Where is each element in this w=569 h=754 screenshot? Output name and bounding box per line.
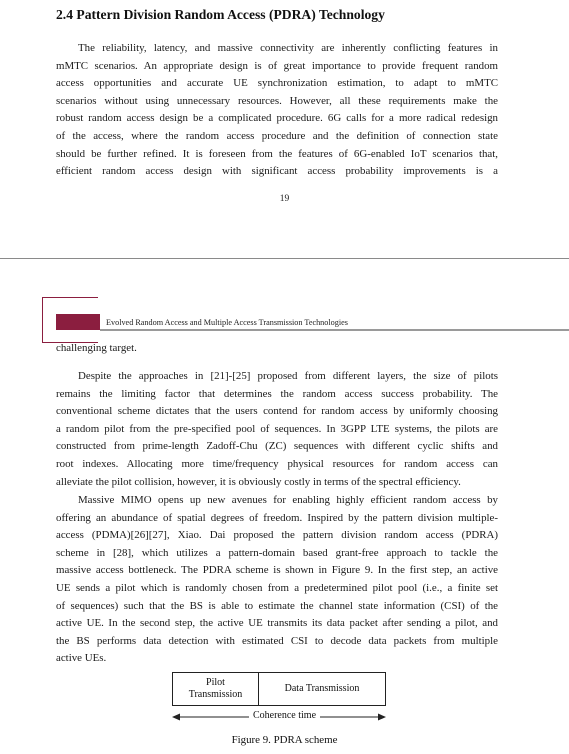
text-line: a random pilot from the pre-specified pool of sequences. In 3GPP LTE systems, the pilots are — [56, 422, 498, 435]
text-line: active UE. In the second step, the active UE transmits its data packet after sending a pilot, and — [56, 617, 498, 630]
text-line: offering an abundance of spatial degrees of freedom. Inspired by the pattern division multiple- — [56, 511, 498, 524]
text-line: scenarios without using unnecessary resources. However, all these requirements make the — [56, 94, 498, 107]
text-line: constructed from prime-length Zadoff-Chu (ZC) sequences with different cyclic shifts and — [56, 440, 498, 453]
coherence-time-label: Coherence time — [249, 710, 320, 721]
text-line: access opportunities and accurate UE synchronization estimation, to adapt to mMTC — [56, 77, 498, 90]
figure-caption: Figure 9. PDRA scheme — [231, 734, 338, 746]
text-line: conventional scheme dictates that the users contend for random access by uniformly choosing — [56, 405, 498, 418]
text-line: Despite the approaches in [21]-[25] proposed from different layers, the size of pilots — [78, 370, 498, 382]
text-line: access (PDMA)[26][27], Xiao. Dai proposed the pattern division random access (PDRA) — [56, 529, 498, 542]
text-line: scheme in [28], which utilizes a pattern-domain based grant-free approach to tackle the — [56, 546, 498, 559]
text-line: robust random access design be a complicated procedure. 6G calls for a more radical redesign — [56, 112, 498, 125]
text-line: challenging target. — [56, 342, 137, 354]
header-rule — [100, 329, 569, 331]
text-line: The reliability, latency, and massive connectivity are inherently conflicting features in — [78, 42, 498, 54]
coherence-time-label-wrap — [0, 710, 569, 721]
text-line: alleviate the pilot collision, however, it is obviously costly in terms of the spectral efficiency. — [56, 475, 461, 488]
text-line: should be further refined. It is foreseen from the features of 6G-enabled IoT scenarios that, — [56, 147, 498, 160]
pilot-transmission-cell — [173, 673, 259, 705]
text-line: UE sends a pilot which is randomly chosen from a predetermined pilot pool (i.e., a finite set — [56, 581, 498, 594]
paragraph-3 — [56, 492, 498, 668]
paragraph-2 — [56, 368, 498, 491]
header-ornament-bar — [56, 314, 100, 330]
text-line: Massive MIMO opens up new avenues for enabling highly efficient random access by — [78, 494, 498, 506]
continuation-paragraph — [56, 340, 498, 358]
text-line: of sequences) such that the BS is able to estimate the channel state information (CSI) of the — [56, 599, 498, 612]
data-transmission-cell: Data Transmission — [284, 683, 360, 694]
page-divider — [0, 258, 569, 259]
text-line: massive access bottleneck. The PDRA scheme is shown in Figure 9. In the first step, an active — [56, 564, 498, 577]
text-line: the BS performs data detection with estimated CSI to decode data packets from multiple — [56, 634, 498, 647]
text-line: remains the limiting factor that determines the random access success probability. The — [56, 387, 498, 400]
pilot-label-line2: Transmission — [188, 689, 243, 700]
text-line: mMTC scenarios. An appropriate design is of great importance to provide frequent random — [56, 59, 498, 72]
text-line: active UEs. — [56, 652, 107, 665]
previous-page — [0, 0, 569, 258]
page-number: 19 — [279, 194, 290, 204]
pilot-label-line1: Pilot — [206, 677, 225, 688]
paragraph-1 — [56, 40, 498, 181]
text-line: root indexes. Allocating more time/frequency physical resources for random access can — [56, 457, 498, 470]
section-title: 2.4 Pattern Division Random Access (PDRA) Technology — [56, 7, 385, 22]
text-line: efficient random access design with significant access probability improvements is a — [56, 165, 498, 178]
pdra-scheme-diagram — [172, 672, 386, 706]
running-header: Evolved Random Access and Multiple Access Transmission Technologies — [106, 318, 348, 327]
text-line: of the access, where the random access procedure and the definition of connection state — [56, 129, 498, 142]
